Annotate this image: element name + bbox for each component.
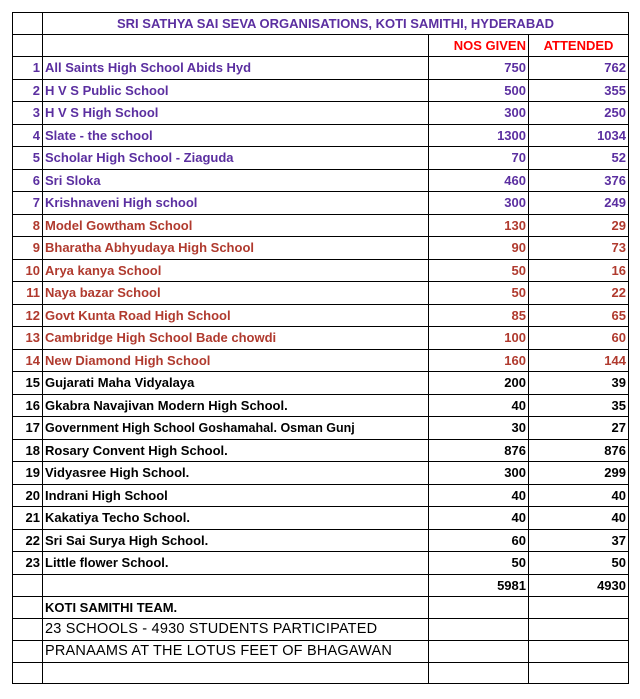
row-number: 18 — [13, 439, 43, 462]
header-attended: ATTENDED — [529, 35, 629, 57]
footer-pranaams: PRANAAMS AT THE LOTUS FEET OF BHAGAWAN — [43, 640, 429, 662]
nos-given-value: 60 — [429, 529, 529, 552]
attended-value: 1034 — [529, 124, 629, 147]
total-given: 5981 — [429, 574, 529, 596]
attended-value: 144 — [529, 349, 629, 372]
table-row — [13, 282, 629, 305]
attended-value: 39 — [529, 372, 629, 395]
nos-given-value: 40 — [429, 507, 529, 530]
row-number: 3 — [13, 102, 43, 125]
footer-blank-attended — [529, 618, 629, 640]
row-number: 19 — [13, 462, 43, 485]
nos-given-value: 1300 — [429, 124, 529, 147]
nos-given-value: 130 — [429, 214, 529, 237]
table-row — [13, 102, 629, 125]
nos-given-value: 50 — [429, 282, 529, 305]
school-name: Model Gowtham School — [43, 214, 429, 237]
nos-given-value: 300 — [429, 462, 529, 485]
table-row — [13, 394, 629, 417]
nos-given-value: 300 — [429, 192, 529, 215]
school-name: Naya bazar School — [43, 282, 429, 305]
school-name: New Diamond High School — [43, 349, 429, 372]
attended-value: 73 — [529, 237, 629, 260]
footer-blank-no — [13, 596, 43, 618]
title-blank — [13, 13, 43, 35]
row-number: 4 — [13, 124, 43, 147]
attended-value: 299 — [529, 462, 629, 485]
row-number: 10 — [13, 259, 43, 282]
row-number: 17 — [13, 417, 43, 440]
attended-value: 52 — [529, 147, 629, 170]
row-number: 11 — [13, 282, 43, 305]
attended-value: 27 — [529, 417, 629, 440]
footer-blank-given — [429, 640, 529, 662]
attended-value: 876 — [529, 439, 629, 462]
header-blank-school — [43, 35, 429, 57]
attended-value: 40 — [529, 507, 629, 530]
table-row — [13, 484, 629, 507]
school-name: Vidyasree High School. — [43, 462, 429, 485]
nos-given-value: 160 — [429, 349, 529, 372]
totals-blank-school — [43, 574, 429, 596]
attended-value: 376 — [529, 169, 629, 192]
nos-given-value: 876 — [429, 439, 529, 462]
footer-pranaams-row — [13, 640, 629, 662]
school-name: H V S Public School — [43, 79, 429, 102]
row-number: 13 — [13, 327, 43, 350]
footer-blank-attended — [529, 640, 629, 662]
attended-value: 355 — [529, 79, 629, 102]
attended-value: 37 — [529, 529, 629, 552]
footer-blank-attended — [529, 662, 629, 683]
header-blank-no — [13, 35, 43, 57]
table-row — [13, 214, 629, 237]
footer-empty — [43, 662, 429, 683]
school-name: Bharatha Abhyudaya High School — [43, 237, 429, 260]
table-row — [13, 192, 629, 215]
nos-given-value: 460 — [429, 169, 529, 192]
nos-given-value: 40 — [429, 394, 529, 417]
table-row — [13, 147, 629, 170]
sheet-title: SRI SATHYA SAI SEVA ORGANISATIONS, KOTI SAMITHI, HYDERABAD — [43, 13, 629, 35]
school-name: Slate - the school — [43, 124, 429, 147]
school-name: Gkabra Navajivan Modern High School. — [43, 394, 429, 417]
footer-blank-given — [429, 662, 529, 683]
school-name: Sri Sai Surya High School. — [43, 529, 429, 552]
nos-given-value: 40 — [429, 484, 529, 507]
school-name: Cambridge High School Bade chowdi — [43, 327, 429, 350]
table-row — [13, 417, 629, 440]
school-name: Gujarati Maha Vidyalaya — [43, 372, 429, 395]
attended-value: 762 — [529, 57, 629, 80]
school-name: Little flower School. — [43, 552, 429, 575]
total-attended: 4930 — [529, 574, 629, 596]
table-row — [13, 124, 629, 147]
title-row — [13, 13, 629, 35]
footer-blank-no — [13, 662, 43, 683]
header-row — [13, 35, 629, 57]
table-row — [13, 552, 629, 575]
attended-value: 35 — [529, 394, 629, 417]
row-number: 9 — [13, 237, 43, 260]
school-name: Kakatiya Techo School. — [43, 507, 429, 530]
row-number: 20 — [13, 484, 43, 507]
school-name: Government High School Goshamahal. Osman Gunj — [43, 417, 429, 440]
table-row — [13, 529, 629, 552]
table-row — [13, 439, 629, 462]
attended-value: 29 — [529, 214, 629, 237]
table-row — [13, 327, 629, 350]
footer-blank-no — [13, 618, 43, 640]
row-number: 1 — [13, 57, 43, 80]
totals-blank-no — [13, 574, 43, 596]
nos-given-value: 85 — [429, 304, 529, 327]
footer-blank-no — [13, 640, 43, 662]
table-row — [13, 79, 629, 102]
school-name: Sri Sloka — [43, 169, 429, 192]
school-name: Krishnaveni High school — [43, 192, 429, 215]
nos-given-value: 50 — [429, 259, 529, 282]
nos-given-value: 500 — [429, 79, 529, 102]
school-name: Scholar High School - Ziaguda — [43, 147, 429, 170]
row-number: 5 — [13, 147, 43, 170]
nos-given-value: 30 — [429, 417, 529, 440]
nos-given-value: 200 — [429, 372, 529, 395]
nos-given-value: 70 — [429, 147, 529, 170]
row-number: 12 — [13, 304, 43, 327]
row-number: 23 — [13, 552, 43, 575]
attended-value: 65 — [529, 304, 629, 327]
school-name: Indrani High School — [43, 484, 429, 507]
attended-value: 16 — [529, 259, 629, 282]
footer-blank-given — [429, 596, 529, 618]
attended-value: 40 — [529, 484, 629, 507]
school-name: H V S High School — [43, 102, 429, 125]
footer-team: KOTI SAMITHI TEAM. — [43, 596, 429, 618]
table-row — [13, 304, 629, 327]
row-number: 15 — [13, 372, 43, 395]
table-row — [13, 349, 629, 372]
row-number: 6 — [13, 169, 43, 192]
row-number: 14 — [13, 349, 43, 372]
school-name: Arya kanya School — [43, 259, 429, 282]
school-name: Rosary Convent High School. — [43, 439, 429, 462]
nos-given-value: 90 — [429, 237, 529, 260]
school-name: All Saints High School Abids Hyd — [43, 57, 429, 80]
footer-participation: 23 SCHOOLS - 4930 STUDENTS PARTICIPATED — [43, 618, 429, 640]
table-row — [13, 57, 629, 80]
table-row — [13, 372, 629, 395]
header-nos-given: NOS GIVEN — [429, 35, 529, 57]
footer-empty-row — [13, 662, 629, 683]
table-row — [13, 259, 629, 282]
row-number: 2 — [13, 79, 43, 102]
attended-value: 249 — [529, 192, 629, 215]
row-number: 8 — [13, 214, 43, 237]
row-number: 21 — [13, 507, 43, 530]
nos-given-value: 300 — [429, 102, 529, 125]
table-row — [13, 169, 629, 192]
attended-value: 60 — [529, 327, 629, 350]
attended-value: 22 — [529, 282, 629, 305]
footer-blank-attended — [529, 596, 629, 618]
table-row — [13, 462, 629, 485]
nos-given-value: 100 — [429, 327, 529, 350]
nos-given-value: 50 — [429, 552, 529, 575]
attended-value: 250 — [529, 102, 629, 125]
school-name: Govt Kunta Road High School — [43, 304, 429, 327]
row-number: 7 — [13, 192, 43, 215]
totals-row — [13, 574, 629, 596]
footer-blank-given — [429, 618, 529, 640]
nos-given-value: 750 — [429, 57, 529, 80]
table-row — [13, 507, 629, 530]
attended-value: 50 — [529, 552, 629, 575]
footer-participation-row — [13, 618, 629, 640]
footer-team-row — [13, 596, 629, 618]
row-number: 16 — [13, 394, 43, 417]
row-number: 22 — [13, 529, 43, 552]
table-row — [13, 237, 629, 260]
attendance-table — [12, 12, 629, 684]
